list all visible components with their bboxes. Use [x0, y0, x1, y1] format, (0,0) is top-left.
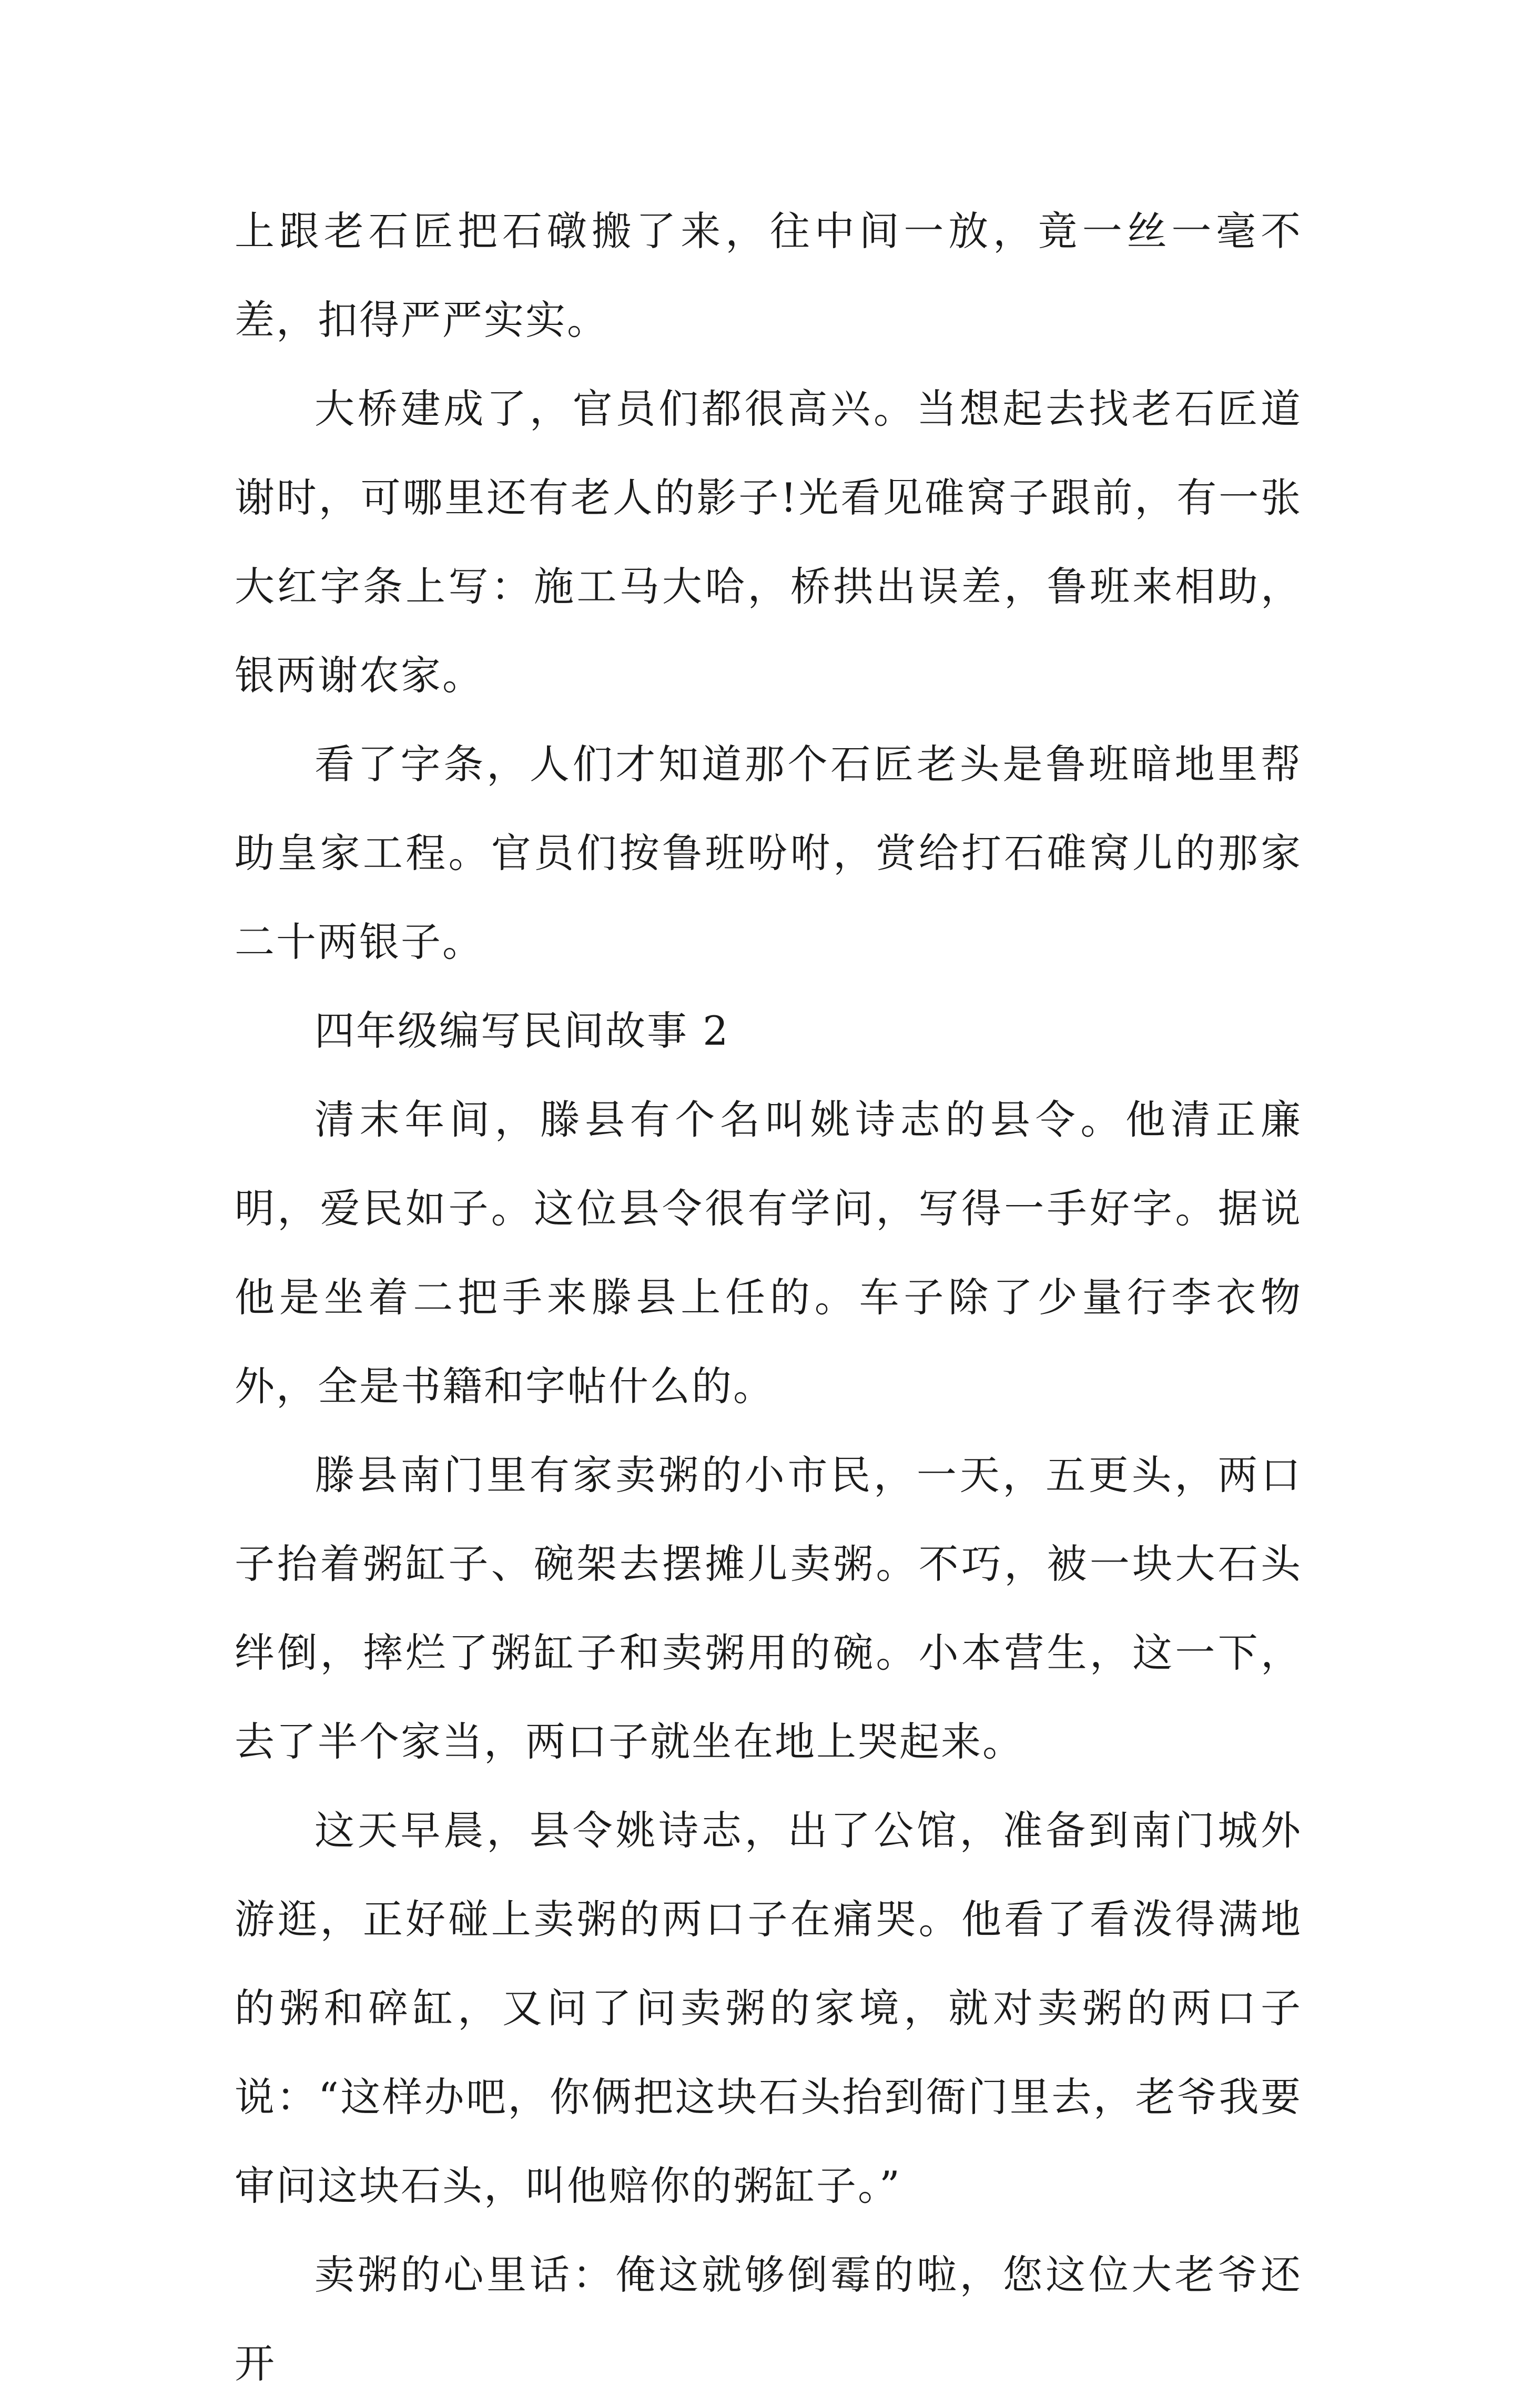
paragraph-seller-thoughts: 卖粥的心里话：俺这就够倒霉的啦，您这位大老爷还开 — [235, 2251, 1302, 2387]
paragraph-note-revealed: 看了字条，人们才知道那个石匠老头是鲁班暗地里帮助皇家工程。官员们按鲁班吩咐，赏给打石碓窝儿的那家二十两银子。 — [235, 741, 1302, 965]
story-heading: 四年级编写民间故事 2 — [314, 1007, 730, 1054]
paragraph-porridge-seller: 滕县南门里有家卖粥的小市民，一天，五更头，两口子抬着粥缸子、碗架去摆摊儿卖粥。不巧，被一块大石头绊倒，摔烂了粥缸子和卖粥用的碗。小本营生，这一下，去了半个家当，两口子就坐在地上哭起来。 — [235, 1452, 1302, 1765]
paragraph-morning-encounter: 这天早晨，县令姚诗志，出了公馆，准备到南门城外游逛，正好碰上卖粥的两口子在痛哭。他看了看泼得满地的粥和碎缸，又问了问卖粥的家境，就对卖粥的两口子说：“这样办吧，你俩把这块石头抬到衙门里去，老爷我要审问这块石头，叫他赔你的粥缸子。” — [235, 1807, 1302, 2209]
paragraph-bridge-completed: 大桥建成了，官员们都很高兴。当想起去找老石匠道谢时，可哪里还有老人的影子!光看见碓窝子跟前，有一张大红字条上写：施工马大哈，桥拱出误差，鲁班来相助，银两谢农家。 — [235, 385, 1302, 699]
paragraph-continuation: 上跟老石匠把石礅搬了来，往中间一放，竟一丝一毫不差，扣得严严实实。 — [235, 208, 1302, 343]
document-body — [235, 187, 1302, 2408]
paragraph-county-magistrate: 清末年间，滕县有个名叫姚诗志的县令。他清正廉明，爱民如子。这位县令很有学问，写得一手好字。据说他是坐着二把手来滕县上任的。车子除了少量行李衣物外，全是书籍和字帖什么的。 — [235, 1096, 1302, 1410]
